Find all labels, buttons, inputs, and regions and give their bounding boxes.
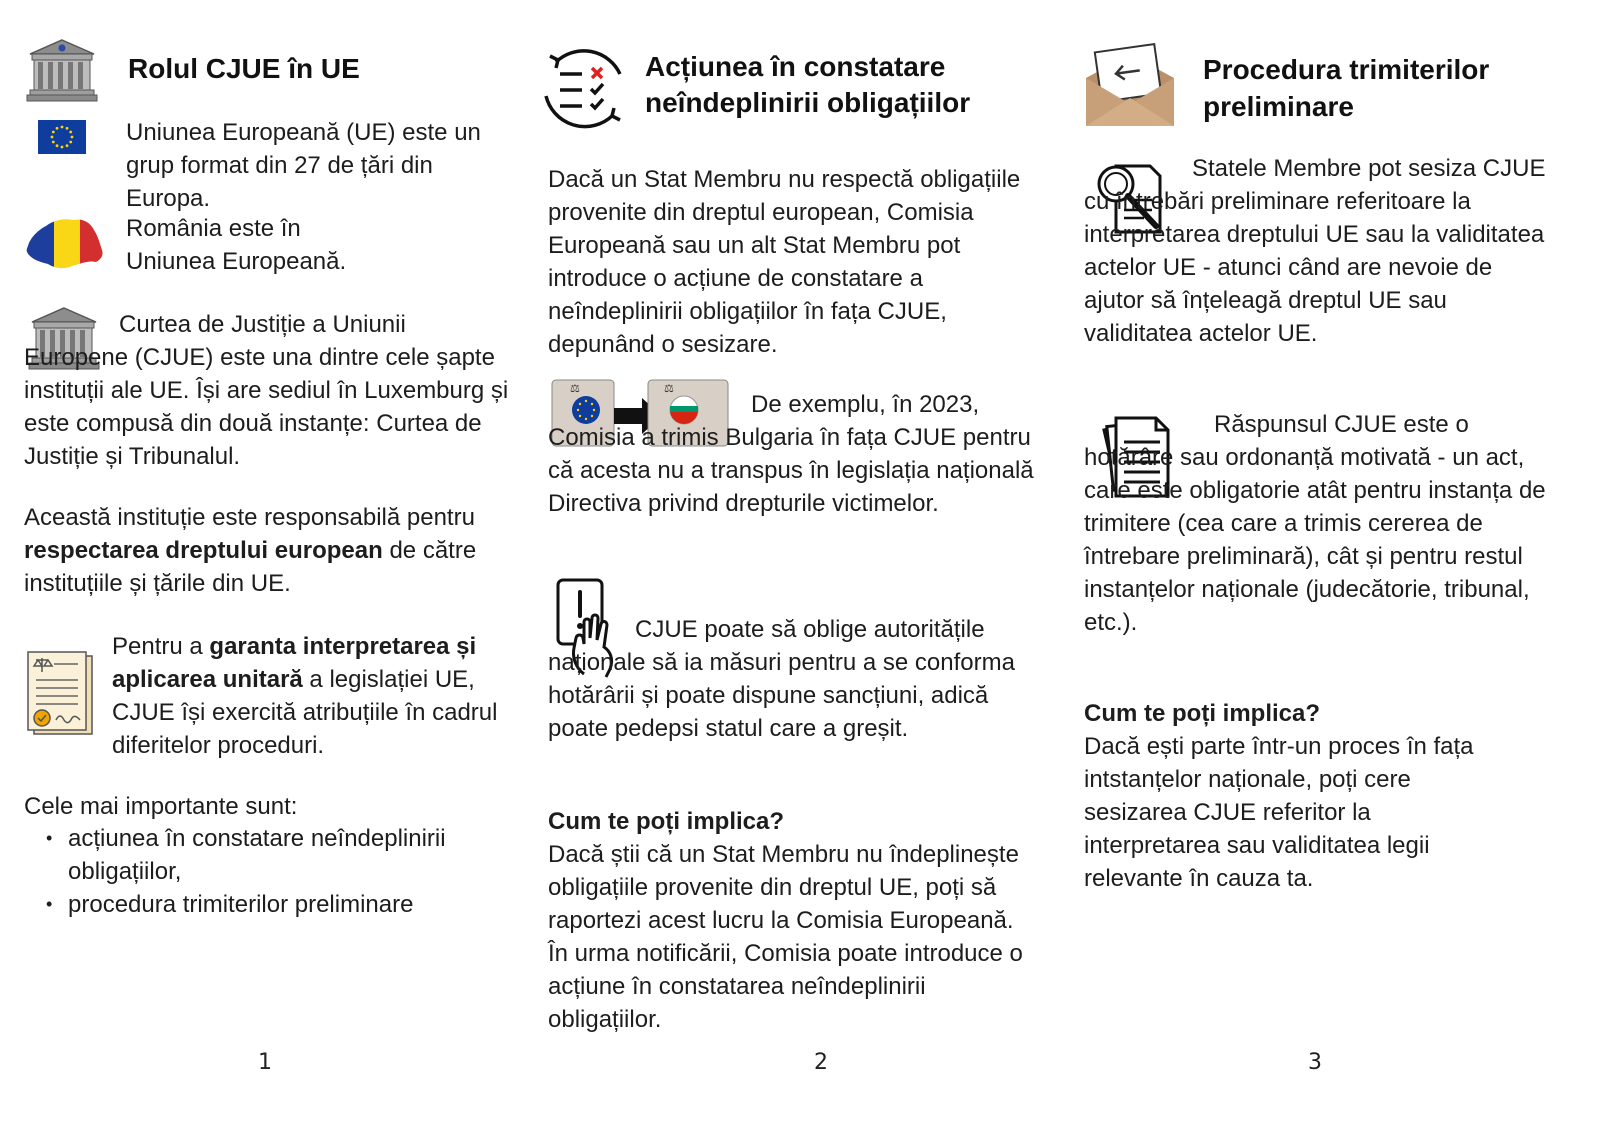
col2-involve-heading: Cum te poți implica? — [548, 808, 785, 835]
eu-flag-icon — [38, 120, 86, 154]
svg-text:⚖: ⚖ — [664, 382, 674, 395]
col3-paragraph-1: Statele Membre pot sesiza CJUE cu întrebări preliminare referitoare la interpretarea dreptului UE sau la validitatea actelor UE - atunci când are nevoie de ajutor să înțeleagă dreptul UE sau validitatea actelor UE. — [1084, 155, 1546, 347]
responsibility-text-post: de către instituțiile și țările din UE. — [24, 537, 477, 597]
col2-paragraph-3: CJUE poate să oblige autoritățile naționale să ia măsuri pentru a se conforma hotărârii și poate dispune sancțiuni, adică poate pedepsi statul care a greșit. — [548, 616, 1015, 742]
checklist-cycle-icon — [536, 40, 632, 136]
list-item: • procedura trimiterilor preliminare — [68, 888, 548, 921]
responsibility-text — [24, 501, 514, 600]
guarantee-text-post: a legislației UE, CJUE își exercită atribuțiile în cadrul diferitelor proceduri. — [112, 666, 498, 759]
page-number: 2 — [814, 1050, 828, 1075]
col2-paragraph-2: De exemplu, în 2023, Comisia a trimis Bulgaria în fața CJUE pentru că acesta nu a transpus în legislația națională Directiva privind drepturile victimelor. — [548, 391, 1034, 517]
certificate-icon — [26, 650, 96, 738]
col3-title-line2: preliminare — [1203, 91, 1354, 122]
important-heading: Cele mai importante sunt: — [24, 793, 298, 820]
envelope-icon — [1084, 38, 1176, 130]
col1-title: Rolul CJUE în UE — [128, 53, 360, 84]
court-text: Curtea de Justiție a Uniunii Europene (CJUE) este una dintre cele șapte instituții ale UE. Își are sediul în Luxemburg și este compusă din două instanțe: Curtea de Justiție și Tribunalul. — [24, 311, 509, 470]
responsibility-text-pre: Această instituție este responsabilă pentru — [24, 504, 475, 531]
col2-title-line2: neîndeplinirii obligațiilor — [645, 87, 971, 118]
col3-involve-text: Dacă ești parte într-un proces în fața intstanțelor naționale, poți cere sesizarea CJUE referitor la interpretarea sau validitatea legii relevante în cauza ta. — [1084, 733, 1474, 892]
guarantee-text-bold: garanta interpretarea și aplicarea unitară — [112, 633, 477, 693]
responsibility-text-bold: respectarea dreptului european — [24, 537, 383, 564]
col3-paragraph-2: Răspunsul CJUE este o hotărâre sau ordonanță motivată - un act, care este obligatorie atât pentru instanța de trimitere (cea care a trimis cererea de întrebare preliminară), cât și pentru restul instanțelor naționale (judecătorie, tribunal, etc.). — [1084, 411, 1546, 636]
col2-involve-text: Dacă știi că un Stat Membru nu îndeplinește obligațiile provenite din dreptul UE, poți să raportezi acest lucru la Comisia Europeană. În urma notificării, Comisia poate introduce o acțiune în constatarea neîndeplinirii obligațiilor. — [548, 841, 1023, 1033]
courthouse-icon — [26, 38, 98, 104]
col3-involve-heading: Cum te poți implica? — [1084, 700, 1321, 727]
page-number: 3 — [1308, 1050, 1322, 1075]
romania-text: România este în Uniunea Europeană. — [126, 215, 347, 275]
guarantee-text — [112, 630, 517, 762]
col2-paragraph-1: Dacă un Stat Membru nu respectă obligațiile provenite din dreptul european, Comisia Europeană sau un alt Stat Membru pot introduce o acțiune de constatare a neîndeplinirii obligațiilor în fața CJUE, depunând o sesizare. — [548, 166, 1021, 358]
romania-map-icon — [24, 216, 106, 272]
col3-title-line1: Procedura trimiterilor — [1203, 54, 1490, 85]
procedures-list — [24, 822, 548, 921]
list-item: • acțiunea în constatare neîndeplinirii obligațiilor, — [68, 822, 548, 888]
eu-text: Uniunea Europeană (UE) este un grup format din 27 de țări din Europa. — [126, 119, 481, 212]
col2-title-line1: Acțiunea în constatare — [645, 51, 946, 82]
guarantee-text-pre: Pentru a — [112, 633, 210, 660]
svg-text:⚖: ⚖ — [570, 382, 580, 395]
page-number: 1 — [258, 1050, 272, 1075]
